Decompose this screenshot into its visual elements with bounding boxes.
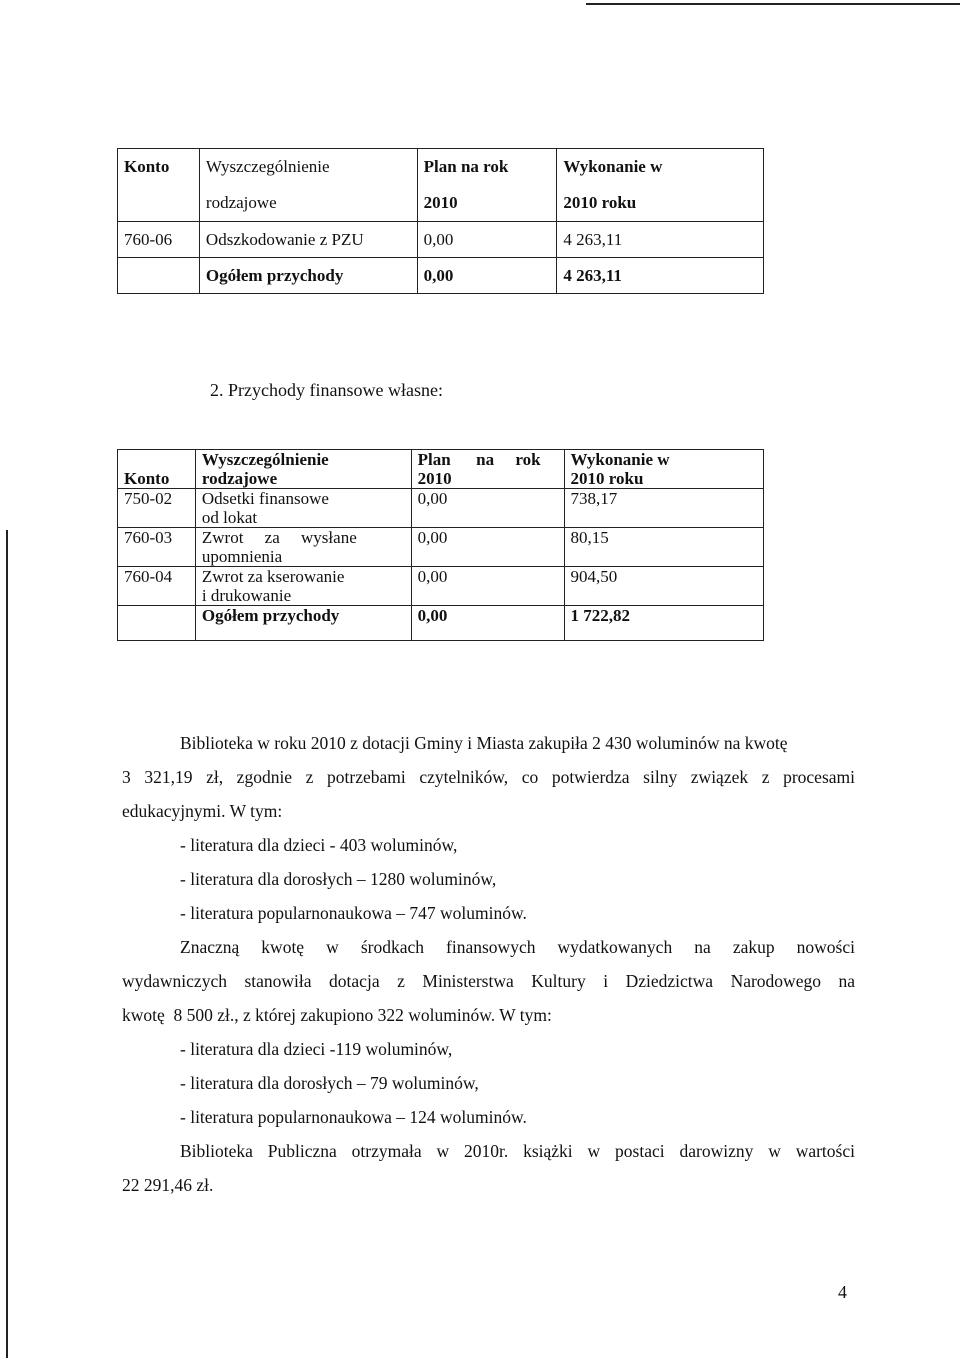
- cell-opis: Odszkodowanie z PZU: [199, 222, 417, 258]
- section-heading: 2. Przychody finansowe własne:: [210, 380, 443, 400]
- paragraph-line: Biblioteka w roku 2010 z dotacji Gminy i Miasta zakupiła 2 430 woluminów na kwotę: [180, 733, 788, 753]
- paragraph-line: Znaczną kwotę w środkach finansowych wydatkowanych na zakup nowości: [180, 937, 855, 957]
- cell-konto: 760-06: [118, 222, 200, 258]
- cell-opis: Zwrot za wysłane upomnienia: [195, 528, 411, 567]
- cell-empty: [118, 606, 196, 641]
- table-row: [118, 222, 764, 258]
- list-item: - literatura popularnonaukowa – 747 woluminów.: [180, 903, 527, 923]
- cell-total-plan: 0,00: [417, 258, 557, 294]
- header-plan: Plan na rok 2010: [417, 149, 557, 222]
- scan-edge-top: [586, 3, 960, 5]
- table-total-row: [118, 606, 764, 641]
- list-item: - literatura popularnonaukowa – 124 woluminów.: [180, 1107, 527, 1127]
- cell-plan: 0,00: [411, 567, 564, 606]
- cell-total-label: Ogółem przychody: [195, 606, 411, 641]
- header-konto: Konto: [118, 450, 196, 489]
- table-header-row: [118, 450, 764, 489]
- header-wykonanie: Wykonanie w 2010 roku: [557, 149, 764, 222]
- cell-opis: Zwrot za kserowanie i drukowanie: [195, 567, 411, 606]
- cell-total-wykonanie: 4 263,11: [557, 258, 764, 294]
- cell-konto: 760-04: [118, 567, 196, 606]
- paragraph-line: 3 321,19 zł, zgodnie z potrzebami czytelników, co potwierdza silny związek z procesami: [122, 767, 855, 787]
- list-item: - literatura dla dorosłych – 79 woluminów,: [180, 1073, 479, 1093]
- table-row: [118, 567, 764, 606]
- paragraph-line: kwotę 8 500 zł., z której zakupiono 322 woluminów. W tym:: [122, 1005, 552, 1025]
- cell-plan: 0,00: [411, 528, 564, 567]
- cell-opis: Odsetki finansowe od lokat: [195, 489, 411, 528]
- paragraph-line: 22 291,46 zł.: [122, 1175, 214, 1195]
- page-number: 4: [838, 1282, 847, 1302]
- cell-wykonanie: 904,50: [564, 567, 763, 606]
- cell-wykonanie: 4 263,11: [557, 222, 764, 258]
- cell-total-label: Ogółem przychody: [199, 258, 417, 294]
- list-item: - literatura dla dorosłych – 1280 woluminów,: [180, 869, 497, 889]
- header-wyszczegolnienie: Wyszczególnienie rodzajowe: [199, 149, 417, 222]
- cell-total-wykonanie: 1 722,82: [564, 606, 763, 641]
- header-konto: Konto: [118, 149, 200, 222]
- table-total-row: [118, 258, 764, 294]
- table-financial-revenue: [117, 449, 764, 641]
- cell-plan: 0,00: [411, 489, 564, 528]
- header-wyszczegolnienie: Wyszczególnienie rodzajowe: [195, 450, 411, 489]
- list-item: - literatura dla dzieci - 403 woluminów,: [180, 835, 458, 855]
- cell-konto: 760-03: [118, 528, 196, 567]
- cell-total-plan: 0,00: [411, 606, 564, 641]
- table-revenue-own: [117, 148, 764, 294]
- table-row: [118, 528, 764, 567]
- cell-konto: 750-02: [118, 489, 196, 528]
- cell-wykonanie: 80,15: [564, 528, 763, 567]
- cell-wykonanie: 738,17: [564, 489, 763, 528]
- table-row: [118, 489, 764, 528]
- header-wykonanie: Wykonanie w 2010 roku: [564, 450, 763, 489]
- paragraph-line: wydawniczych stanowiła dotacja z Ministerstwa Kultury i Dziedzictwa Narodowego na: [122, 971, 855, 991]
- paragraph-line: edukacyjnymi. W tym:: [122, 801, 283, 821]
- cell-plan: 0,00: [417, 222, 557, 258]
- table-header-row: [118, 149, 764, 222]
- cell-empty: [118, 258, 200, 294]
- scan-edge-left: [6, 530, 8, 1358]
- header-plan: Plan na rok 2010: [411, 450, 564, 489]
- list-item: - literatura dla dzieci -119 woluminów,: [180, 1039, 453, 1059]
- paragraph-line: Biblioteka Publiczna otrzymała w 2010r. książki w postaci darowizny w wartości: [180, 1141, 855, 1161]
- body-text: [122, 726, 855, 1202]
